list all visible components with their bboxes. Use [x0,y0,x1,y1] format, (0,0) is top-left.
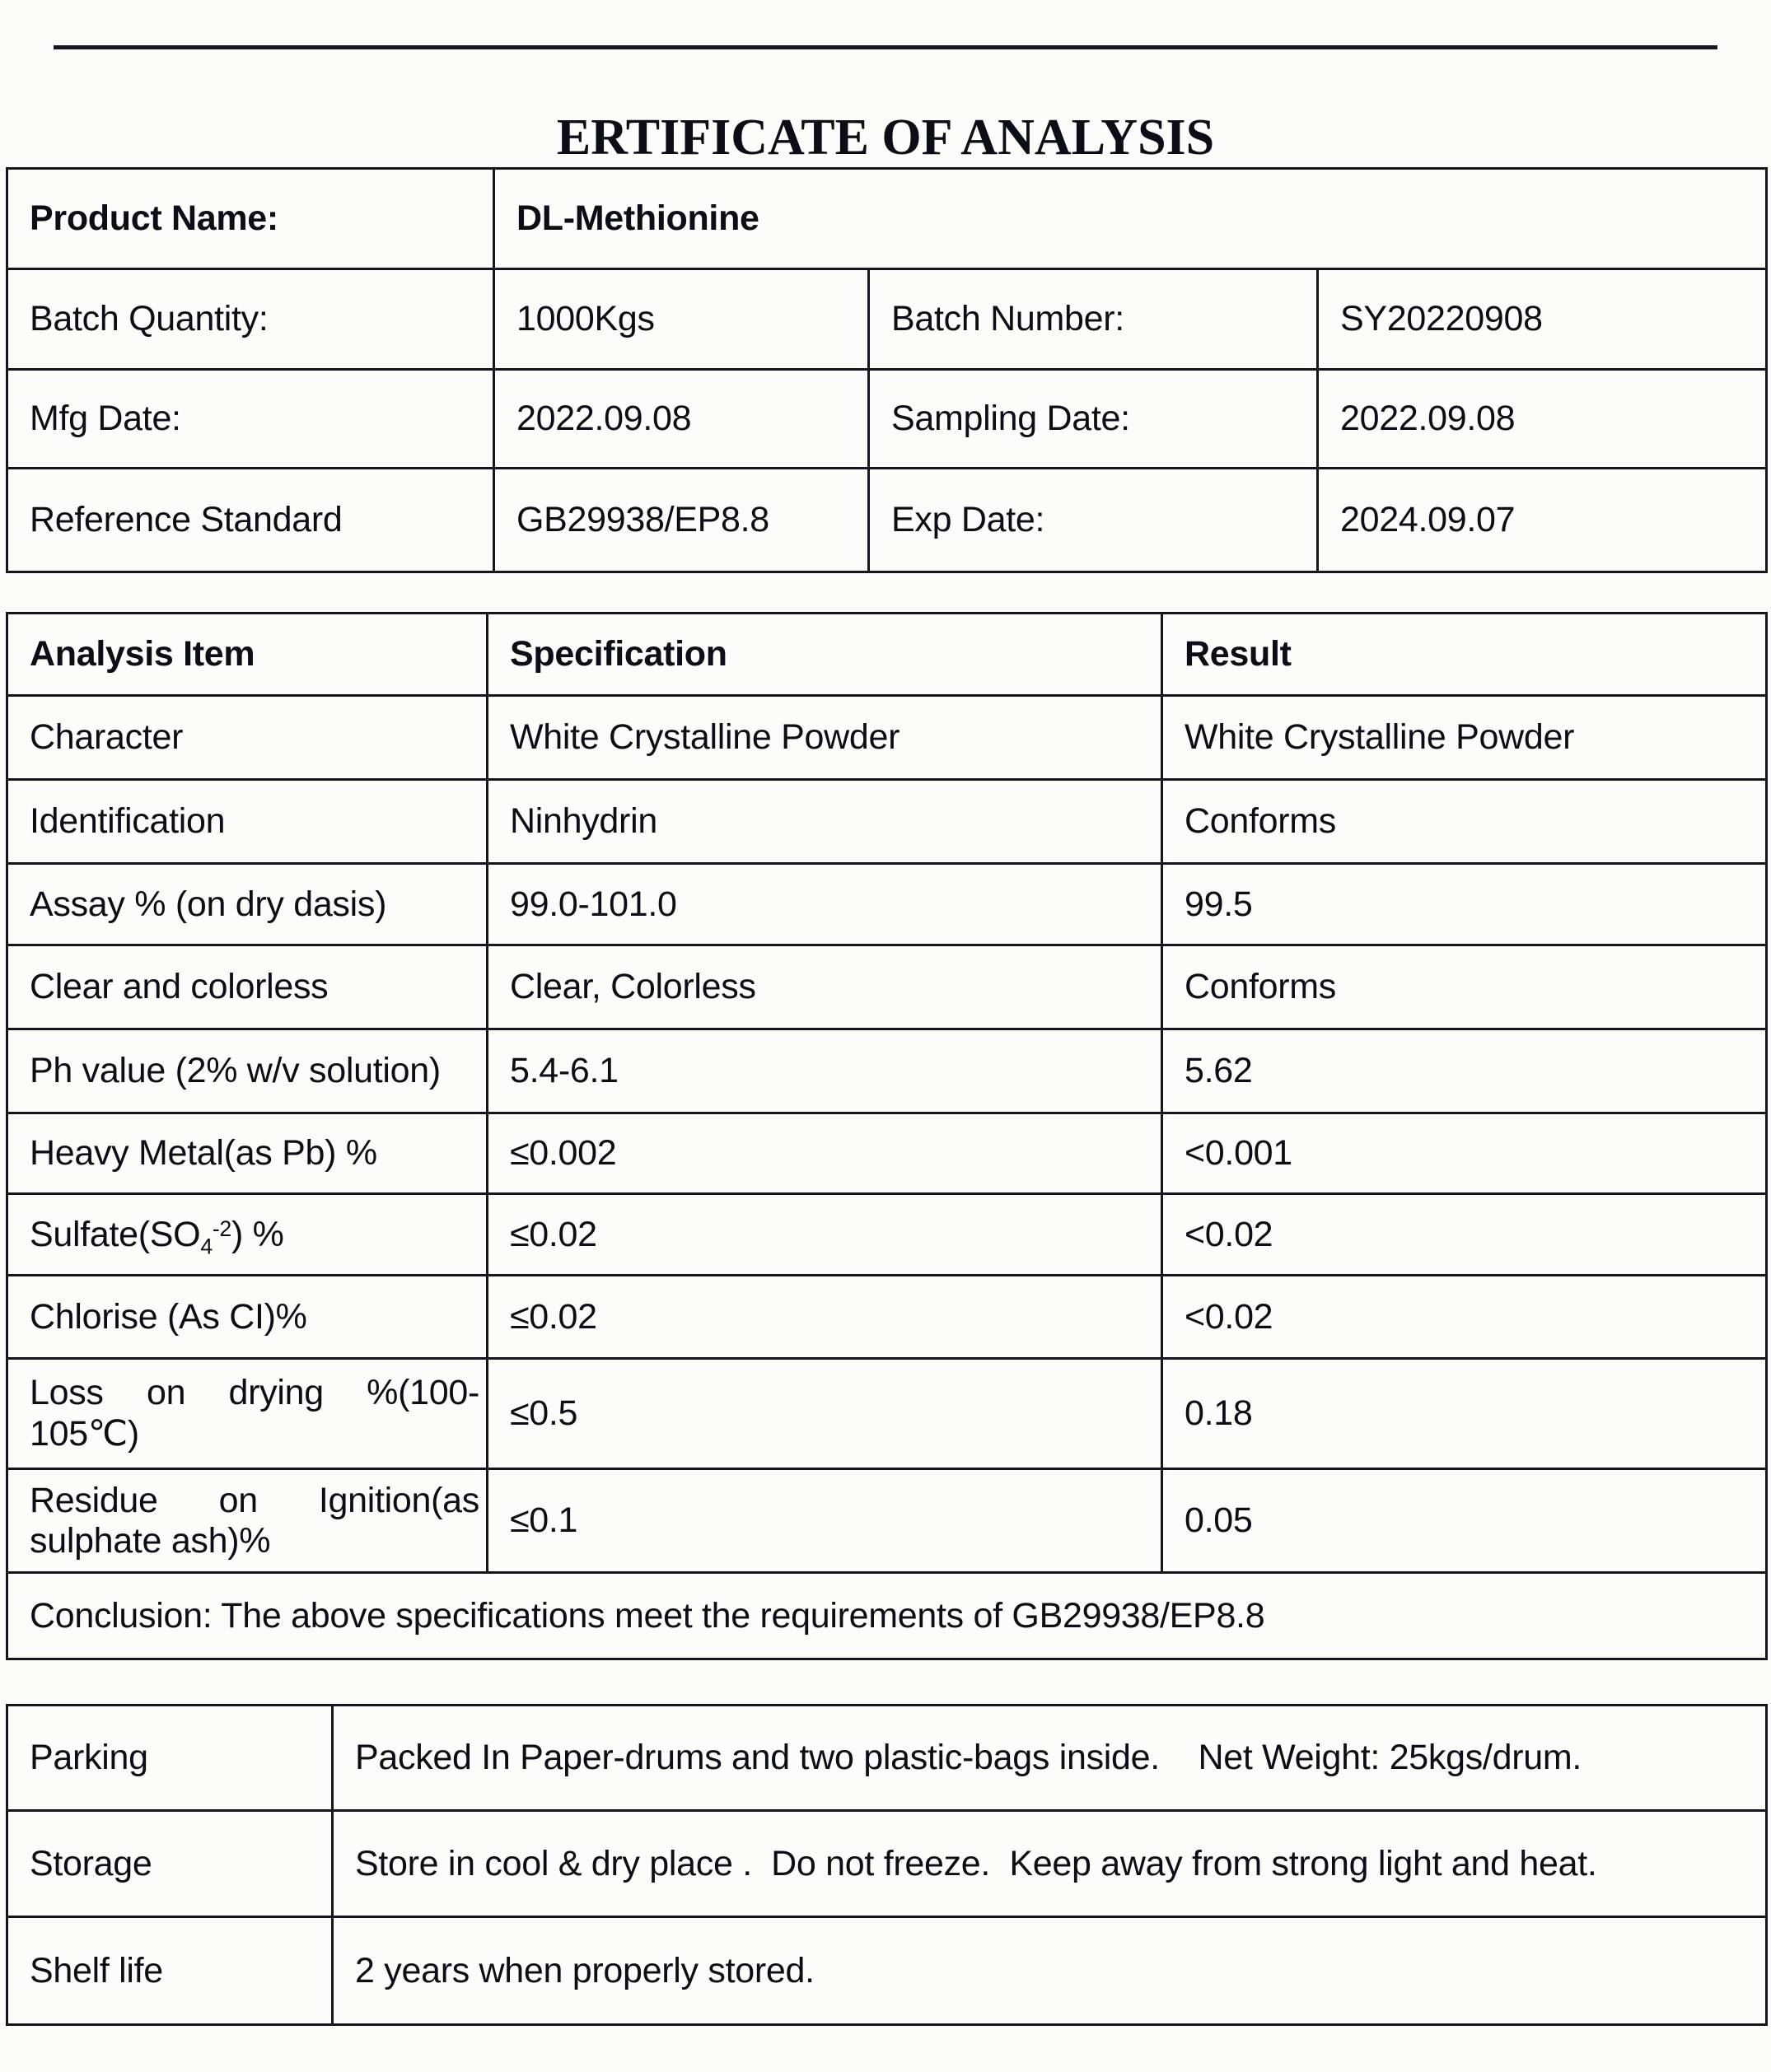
product-name-value: DL-Methionine [494,169,1767,269]
page-title: ERTIFICATE OF ANALYSIS [556,110,1215,166]
product-info-row [7,269,1767,370]
reference-standard-label: Reference Standard [7,469,494,572]
analysis-row [7,780,1767,864]
sampling-date-label: Sampling Date: [869,370,1318,469]
sampling-date-value: 2022.09.08 [1318,370,1767,469]
specification-value: ≤0.02 [488,1276,1162,1359]
analysis-row [7,1359,1767,1469]
info-row [7,1706,1767,1811]
batch-quantity-value: 1000Kgs [494,269,869,370]
analysis-item-label: Identification [7,780,488,864]
analysis-item-header: Analysis Item [7,614,488,696]
product-info-row [7,469,1767,572]
parking-value: Packed In Paper-drums and two plastic-bags inside. Net Weight: 25kgs/drum. [333,1706,1767,1811]
storage-value: Store in cool & dry place . Do not freeze. Keep away from strong light and heat. [333,1811,1767,1917]
specification-value: ≤0.002 [488,1113,1162,1194]
result-value: <0.02 [1162,1194,1767,1276]
result-value: 0.18 [1162,1359,1767,1469]
result-value: 99.5 [1162,864,1767,945]
analysis-row [7,864,1767,945]
conclusion-row [7,1573,1767,1659]
specification-value: Clear, Colorless [488,945,1162,1029]
analysis-item-label: Character [7,696,488,780]
analysis-row [7,945,1767,1029]
result-value: Conforms [1162,945,1767,1029]
batch-number-label: Batch Number: [869,269,1318,370]
result-value: 5.62 [1162,1029,1767,1113]
result-header: Result [1162,614,1767,696]
reference-standard-value: GB29938/EP8.8 [494,469,869,572]
analysis-item-label: Assay % (on dry dasis) [7,864,488,945]
result-value: <0.02 [1162,1276,1767,1359]
specification-value: ≤0.02 [488,1194,1162,1276]
specification-value: 99.0-101.0 [488,864,1162,945]
analysis-row [7,1113,1767,1194]
info-row [7,1917,1767,2025]
top-rule [54,45,1717,49]
analysis-row [7,1276,1767,1359]
info-row [7,1811,1767,1917]
batch-quantity-label: Batch Quantity: [7,269,494,370]
specification-value: ≤0.1 [488,1469,1162,1573]
analysis-item-label: Heavy Metal(as Pb) % [7,1113,488,1194]
analysis-item-label: Clear and colorless [7,945,488,1029]
analysis-row [7,1029,1767,1113]
analysis-row [7,1194,1767,1276]
analysis-header-row [7,614,1767,696]
analysis-item-label: Loss on drying %(100- 105℃) [7,1359,488,1469]
product-name-label: Product Name: [7,169,494,269]
analysis-item-label: Residue on Ignition(as sulphate ash)% [7,1469,488,1573]
product-info-row [7,370,1767,469]
specification-value: White Crystalline Powder [488,696,1162,780]
conclusion-text: Conclusion: The above specifications meet the requirements of GB29938/EP8.8 [7,1573,1767,1659]
result-value: Conforms [1162,780,1767,864]
result-value: <0.001 [1162,1113,1767,1194]
analysis-item-label: $Sulfate(SO_4^{-2})$ % [7,1194,488,1276]
specification-value: 5.4-6.1 [488,1029,1162,1113]
analysis-row [7,1469,1767,1573]
specification-value: ≤0.5 [488,1359,1162,1469]
result-value: White Crystalline Powder [1162,696,1767,780]
specification-header: Specification [488,614,1162,696]
analysis-row [7,696,1767,780]
analysis-item-label: Ph value (2% w/v solution) [7,1029,488,1113]
storage-label: Storage [7,1811,333,1917]
shelf-life-value: 2 years when properly stored. [333,1917,1767,2025]
parking-label: Parking [7,1706,333,1811]
batch-number-value: SY20220908 [1318,269,1767,370]
mfg-date-label: Mfg Date: [7,370,494,469]
exp-date-value: 2024.09.07 [1318,469,1767,572]
product-info-table [6,167,1768,573]
packing-info-table [6,1704,1768,2026]
analysis-table [6,612,1768,1660]
exp-date-label: Exp Date: [869,469,1318,572]
analysis-item-label: Chlorise (As CI)% [7,1276,488,1359]
specification-value: Ninhydrin [488,780,1162,864]
shelf-life-label: Shelf life [7,1917,333,2025]
mfg-date-value: 2022.09.08 [494,370,869,469]
product-info-row [7,169,1767,269]
result-value: 0.05 [1162,1469,1767,1573]
